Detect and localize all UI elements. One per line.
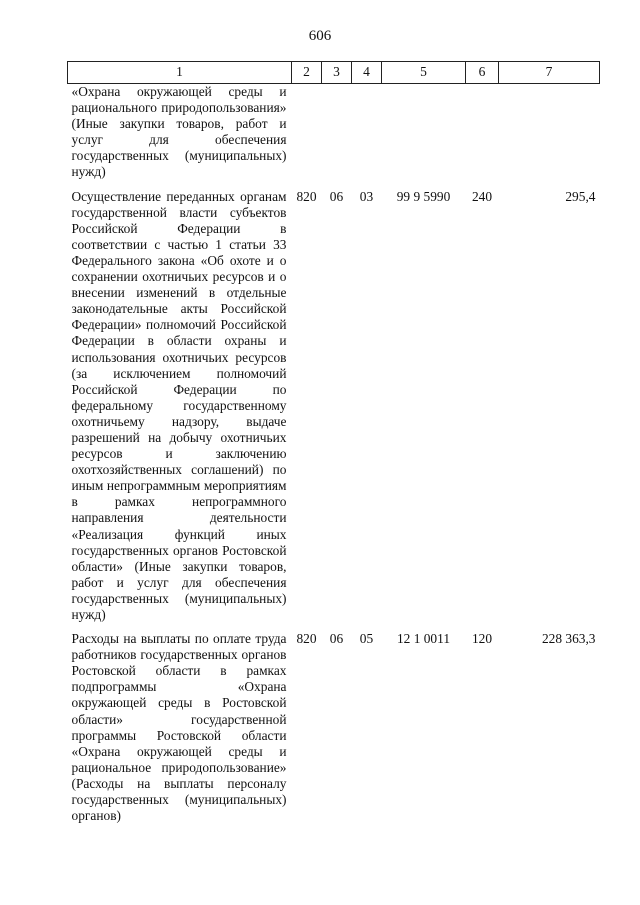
row-col-5: 99 9 5990 (396, 188, 451, 204)
row-col-2: 820 (296, 188, 317, 204)
row-col-6: 120 (471, 631, 493, 647)
row-col-2 (292, 84, 322, 181)
column-header-7: 7 (499, 62, 600, 84)
header-row (68, 62, 600, 84)
column-header-1: 1 (68, 62, 292, 84)
row-amount (499, 84, 600, 181)
row-description: Расходы на выплаты по оплате труда работников государственных органов Ростовской области в рамках подпрограммы «Охрана окружающей среды в Ростовской области» государственной программы Ростовской области «Охрана окружающей среды и рациональное природопользование» (Расходы на выплаты персоналу государственных (муниципальных) органов) (71, 631, 287, 824)
table-row (68, 84, 600, 181)
row-col-3: 06 (329, 188, 344, 204)
row-col-4 (352, 84, 382, 181)
column-header-3: 3 (322, 62, 352, 84)
row-col-4: 03 (359, 188, 374, 204)
row-col-6 (466, 84, 499, 181)
row-col-5: 12 1 0011 (396, 631, 451, 647)
column-header-4: 4 (352, 62, 382, 84)
page-number: 606 (308, 28, 332, 44)
column-header-6: 6 (466, 62, 499, 84)
row-col-2: 820 (296, 631, 317, 647)
table-row (68, 623, 600, 824)
row-col-3: 06 (329, 631, 344, 647)
row-amount: 295,4 (565, 188, 596, 204)
row-col-4: 05 (359, 631, 374, 647)
row-description: «Охрана окружающей среды и рационального природопользования» (Иные закупки товаров, работ и услуг для обеспечения государственных (муниципальных) нужд) (71, 84, 287, 180)
budget-table (67, 61, 600, 824)
table-row (68, 181, 600, 624)
row-amount: 228 363,3 (541, 631, 596, 647)
row-description: Осуществление переданных органам государственной власти субъектов Российской Федерации в соответствии с частью 1 статьи 33 Федерального закона «Об охоте и о сохранении охотничьих ресурсов и о внесении изменений в отдельные законодательные акты Российской Федерации» полномочий Российской Федерации в области охраны и использования охотничьих ресурсов (за исключением полномочий Российской Федерации по федеральному государственному охотничьему надзору, выдаче разрешений на добычу охотничьих ресурсов и заключению охотхозяйственных соглашений) по иным непрограммным мероприятиям в рамках непрограммного направления деятельности «Реализация функций иных государственных органов Ростовской области» (Иные закупки товаров, работ и услуг для обеспечения государственных (муниципальных) нужд) (71, 188, 287, 622)
column-header-5: 5 (382, 62, 466, 84)
column-header-2: 2 (292, 62, 322, 84)
row-col-6: 240 (471, 188, 493, 204)
row-col-5 (382, 84, 466, 181)
row-col-3 (322, 84, 352, 181)
